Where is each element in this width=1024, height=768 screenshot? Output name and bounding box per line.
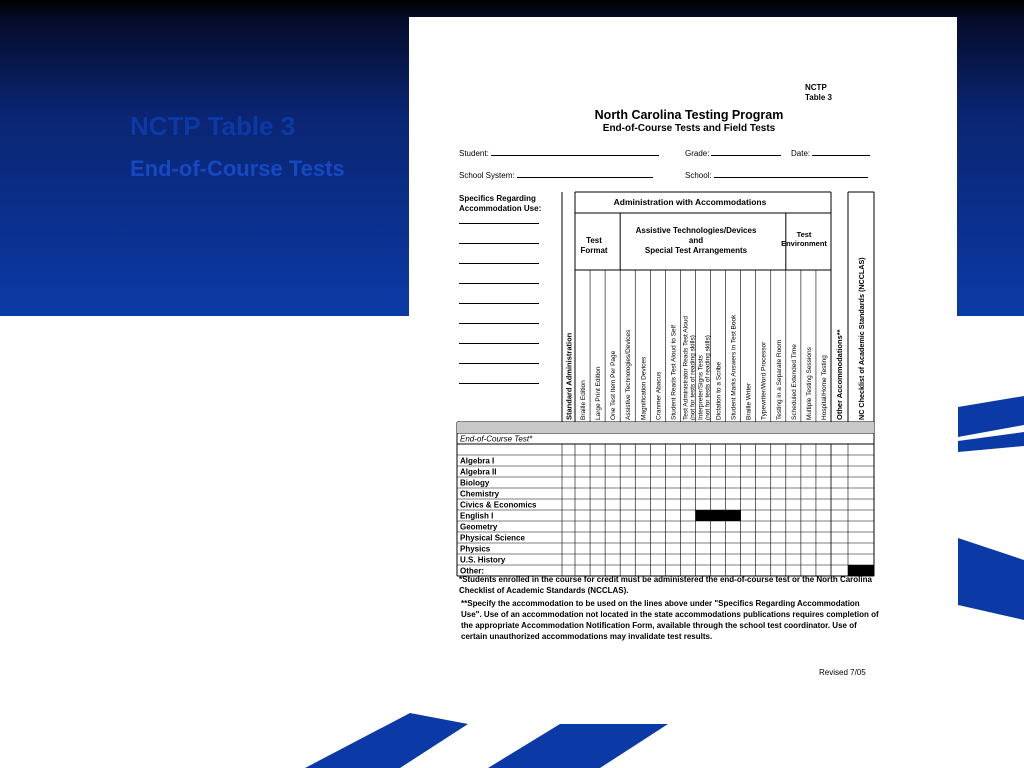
- test-format-header: Test: [586, 236, 602, 245]
- row-labels: [460, 435, 537, 576]
- column-header: Test Administrator Reads Test Aloud: [682, 316, 690, 420]
- other-accommodations-header: Other Accommodations**: [835, 329, 844, 420]
- column-subnote: (not for tests of reading skills): [704, 335, 712, 420]
- column-header: Interpreter/Signs Tests: [697, 355, 705, 420]
- footnote-2: **Specify the accommodation to be used on the lines above under "Specifics Regarding Accommodation Use". Use of an accommodation not located in the state accommodations publications requires completion of the appropriate Accommodation Notification Form, available through the school test coordinator. Use of certain unauthorized accommodations may invalidate test results.: [461, 599, 879, 641]
- column-header: Magnification Devices: [640, 356, 648, 420]
- column-header: Typewriter/Word Processor: [760, 341, 768, 420]
- revised-date: Revised 7/05: [819, 668, 866, 677]
- column-header: One Test Item Per Page: [610, 350, 618, 420]
- school-field[interactable]: School:: [685, 169, 868, 180]
- school-system-field[interactable]: School System:: [459, 169, 653, 180]
- column-header: Cranmer Abacus: [655, 371, 663, 420]
- document-title: North Carolina Testing Program: [594, 108, 784, 122]
- document-id: NCTP Table 3: [805, 83, 832, 102]
- deco-swoosh-right-bottom: [958, 538, 1024, 620]
- slide-title: NCTP Table 3: [130, 111, 296, 141]
- admin-header: Administration with Accommodations: [613, 197, 767, 207]
- row-label: Geometry: [460, 522, 498, 532]
- column-header: Dictation to a Scribe: [715, 361, 723, 420]
- date-field[interactable]: Date:: [791, 147, 870, 158]
- standard-admin-header: Standard Administration: [564, 332, 574, 420]
- column-header: Large Print Edition: [595, 366, 603, 420]
- deco-swoosh-bottom-left: [305, 713, 468, 768]
- column-header: Braille Edition: [580, 380, 588, 420]
- ncclas-header: NC Checklist of Academic Standards (NCCLAS): [857, 257, 866, 420]
- row-label: Algebra II: [460, 467, 497, 477]
- column-headers: [565, 257, 867, 420]
- document-subtitle: End-of-Course Tests and Field Tests: [602, 123, 776, 134]
- column-header: Testing in a Separate Room: [775, 339, 783, 420]
- slide-subtitle: End-of-Course Tests: [130, 156, 345, 181]
- row-label: Chemistry: [460, 489, 500, 499]
- student-field[interactable]: Student:: [459, 147, 659, 158]
- column-header: Student Reads Test Aloud to Self: [670, 325, 678, 420]
- deco-swoosh-bottom-right: [488, 724, 668, 768]
- row-label: Civics & Economics: [460, 500, 537, 510]
- specifics-label: Specifics Regarding Accommodation Use:: [459, 194, 542, 213]
- footnote-1: *Students enrolled in the course for credit must be administered the end-of-course test or the North Carolina Checklist of Academic Standards (NCCLAS).: [459, 575, 872, 595]
- test-environment-header: Environment: [781, 239, 827, 248]
- document-page: [409, 17, 957, 697]
- test-format-header: Format: [580, 246, 608, 255]
- column-header: Student Marks Answers in Test Book: [730, 314, 738, 420]
- row-label: Algebra I: [460, 456, 495, 466]
- table-grey-band: [457, 422, 874, 433]
- column-subnote: (not for tests of reading skills): [689, 335, 697, 420]
- row-label: Physics: [460, 544, 491, 554]
- column-header: Braille Writer: [745, 382, 753, 420]
- blocked-cell: [695, 510, 740, 521]
- column-header: Scheduled Extended Time: [790, 344, 798, 420]
- deco-swoosh-right-top: [958, 396, 1024, 437]
- row-label: Other:: [460, 566, 484, 576]
- column-header: Hospital/Home Testing: [820, 355, 828, 420]
- column-header: Multiple Testing Sessions: [805, 347, 813, 420]
- row-label: English I: [460, 511, 494, 521]
- row-label: U.S. History: [460, 555, 506, 565]
- row-label: Physical Science: [460, 533, 525, 543]
- column-header: Assistive Technologies/Devices: [625, 329, 633, 420]
- assistive-header: Assistive Technologies/Devices: [635, 226, 757, 235]
- assistive-header: Special Test Arrangements: [644, 246, 748, 255]
- test-environment-header: Test: [796, 230, 812, 239]
- row-label: Biology: [460, 478, 490, 488]
- section-label: End-of-Course Test*: [460, 434, 533, 444]
- assistive-header: and: [688, 236, 704, 245]
- grade-field[interactable]: Grade:: [685, 147, 781, 158]
